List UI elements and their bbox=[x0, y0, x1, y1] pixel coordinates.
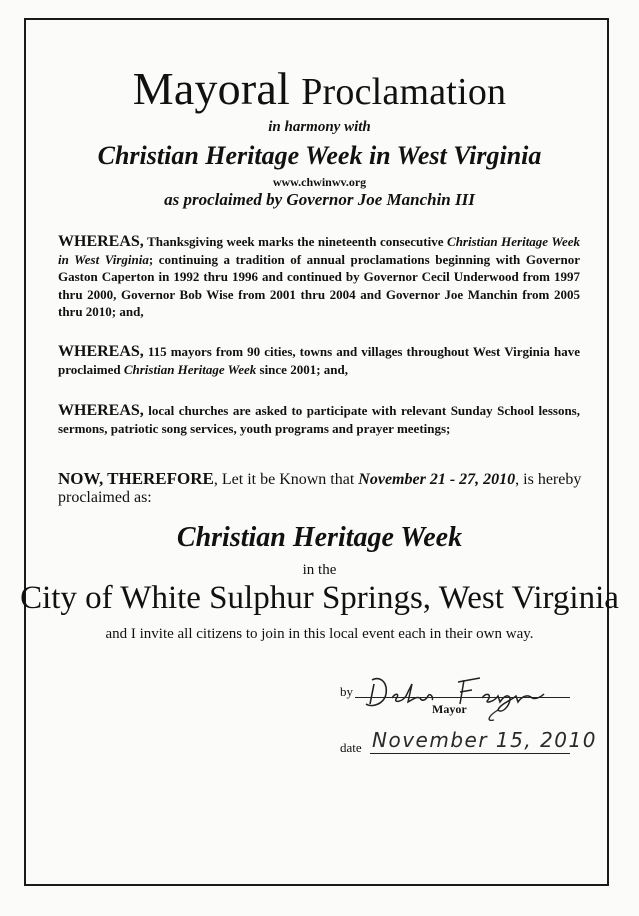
city-name: City of White Sulphur Springs, West Virginia bbox=[20, 580, 619, 616]
invitation-line: and I invite all citizens to join in this local event each in their own way. bbox=[105, 626, 534, 642]
paragraph-text: since 2001; and, bbox=[256, 361, 348, 377]
event-dates: November 21 - 27, 2010 bbox=[358, 471, 516, 488]
week-title: Christian Heritage Week bbox=[176, 522, 463, 553]
proclaimed-by: as proclaimed by Governor Joe Manchin III bbox=[164, 190, 475, 209]
mayor-label: Mayor bbox=[432, 702, 467, 716]
title-word-mayoral: Mayoral bbox=[132, 63, 290, 114]
paragraph-text: Thanksgiving week marks the nineteenth consecutive bbox=[143, 234, 448, 249]
title-word-proclamation: Proclamation bbox=[301, 71, 507, 113]
by-label: by bbox=[340, 684, 353, 699]
paragraph-text: ; continuing a tradition of annual proclamations beginning with Governor Gaston Caperton in 1992 thru 1996 and continued by Governor Cecil Underwood from 1997 thru 2000, Governor Bob Wise from 2001 thru 2004 and Governor Joe Manchin from 2005 thru 2010; and, bbox=[58, 251, 580, 319]
in-the-line: in the bbox=[302, 562, 337, 578]
paragraph-text: local churches are asked to participate with relevant Sunday School lessons, sermons, patriotic song services, youth programs and prayer meetings; bbox=[58, 403, 580, 436]
whereas-lead: WHEREAS, bbox=[58, 233, 144, 250]
paragraph-text: , is hereby proclaimed as: bbox=[58, 471, 582, 506]
whereas-paragraph-2 bbox=[58, 343, 580, 378]
paragraph-italic: Christian Heritage Week bbox=[123, 361, 257, 377]
now-therefore-lead: NOW, THEREFORE bbox=[58, 469, 214, 488]
handwritten-date: November 15, 2010 bbox=[372, 728, 597, 752]
paragraph-italic: Christian Heritage Week in West Virginia bbox=[58, 234, 580, 267]
now-therefore-paragraph bbox=[58, 470, 588, 507]
paragraph-text: 115 mayors from 90 cities, towns and villages throughout West Virginia have proclaimed bbox=[58, 344, 580, 377]
page-title bbox=[0, 62, 639, 119]
whereas-paragraph-3 bbox=[58, 402, 580, 437]
whereas-paragraph-1 bbox=[58, 233, 580, 321]
whereas-lead: WHEREAS, bbox=[58, 402, 144, 419]
signature-line bbox=[355, 697, 570, 698]
date-label: date bbox=[340, 740, 362, 755]
harmony-line: in harmony with bbox=[268, 119, 371, 135]
date-line bbox=[370, 753, 570, 754]
event-title: Christian Heritage Week in West Virginia bbox=[97, 141, 542, 170]
whereas-lead: WHEREAS, bbox=[58, 343, 144, 360]
website-url: www.chwinwv.org bbox=[272, 175, 367, 189]
paragraph-text: , Let it be Known that bbox=[213, 471, 359, 488]
